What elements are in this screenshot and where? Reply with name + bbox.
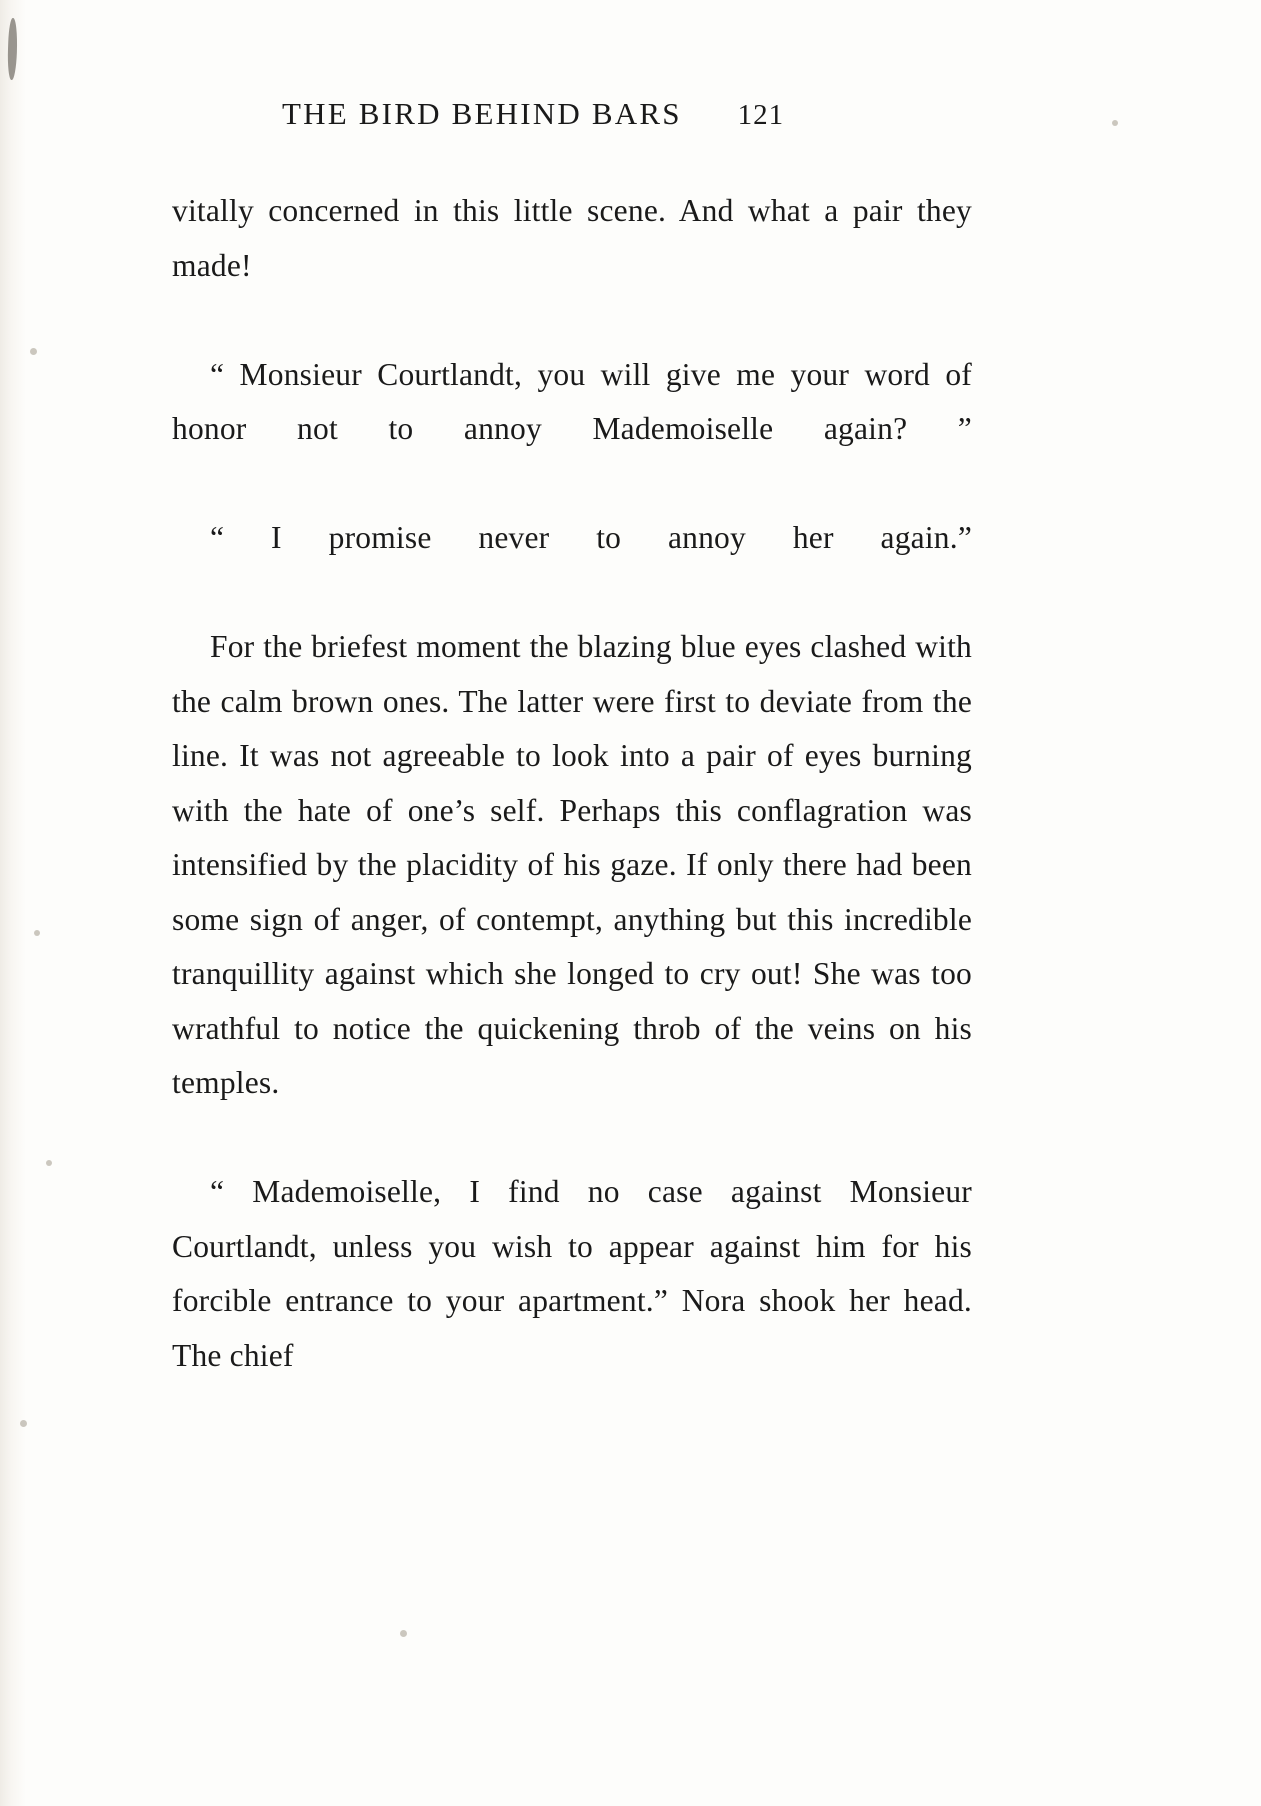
page-content xyxy=(172,96,972,1383)
paragraph: “ I promise never to annoy her again.” xyxy=(210,520,972,555)
paragraph: “ Monsieur Courtlandt, you will give me your word of honor not to annoy Mademoiselle again? ” xyxy=(172,356,972,446)
running-head-title: THE BIRD BEHIND BARS xyxy=(282,96,682,131)
paragraph: For the briefest moment the blazing blue eyes clashed with the calm brown ones. The latter were first to deviate from the line. It was not agreeable to look into a pair of eyes burning with the hate of one’s self. Perhaps this conflagration was intensified by the placidity of his gaze. If only there had been some sign of anger, of contempt, anything but this incredible tranquillity against which she longed to cry out! She was too wrathful to notice the quickening throb of the veins on his temples. xyxy=(172,629,972,1100)
body-text xyxy=(172,184,972,1383)
page-speck xyxy=(400,1630,407,1637)
paragraph: vitally concerned in this little scene. And what a pair they made! xyxy=(172,193,972,283)
paragraph: “ Mademoiselle, I find no case against Monsieur Courtlandt, unless you wish to appear against him for his forcible entrance to your apartment.” Nora shook her head. The chief xyxy=(172,1174,972,1373)
page-speck xyxy=(46,1160,52,1166)
page-speck xyxy=(30,348,37,355)
page-speck xyxy=(20,1420,27,1427)
scan-artifact-mark xyxy=(7,18,18,80)
page-speck xyxy=(1112,120,1118,126)
page-speck xyxy=(34,930,40,936)
page-number: 121 xyxy=(737,99,785,131)
scan-edge-shadow xyxy=(0,0,26,1806)
running-head xyxy=(172,96,972,132)
